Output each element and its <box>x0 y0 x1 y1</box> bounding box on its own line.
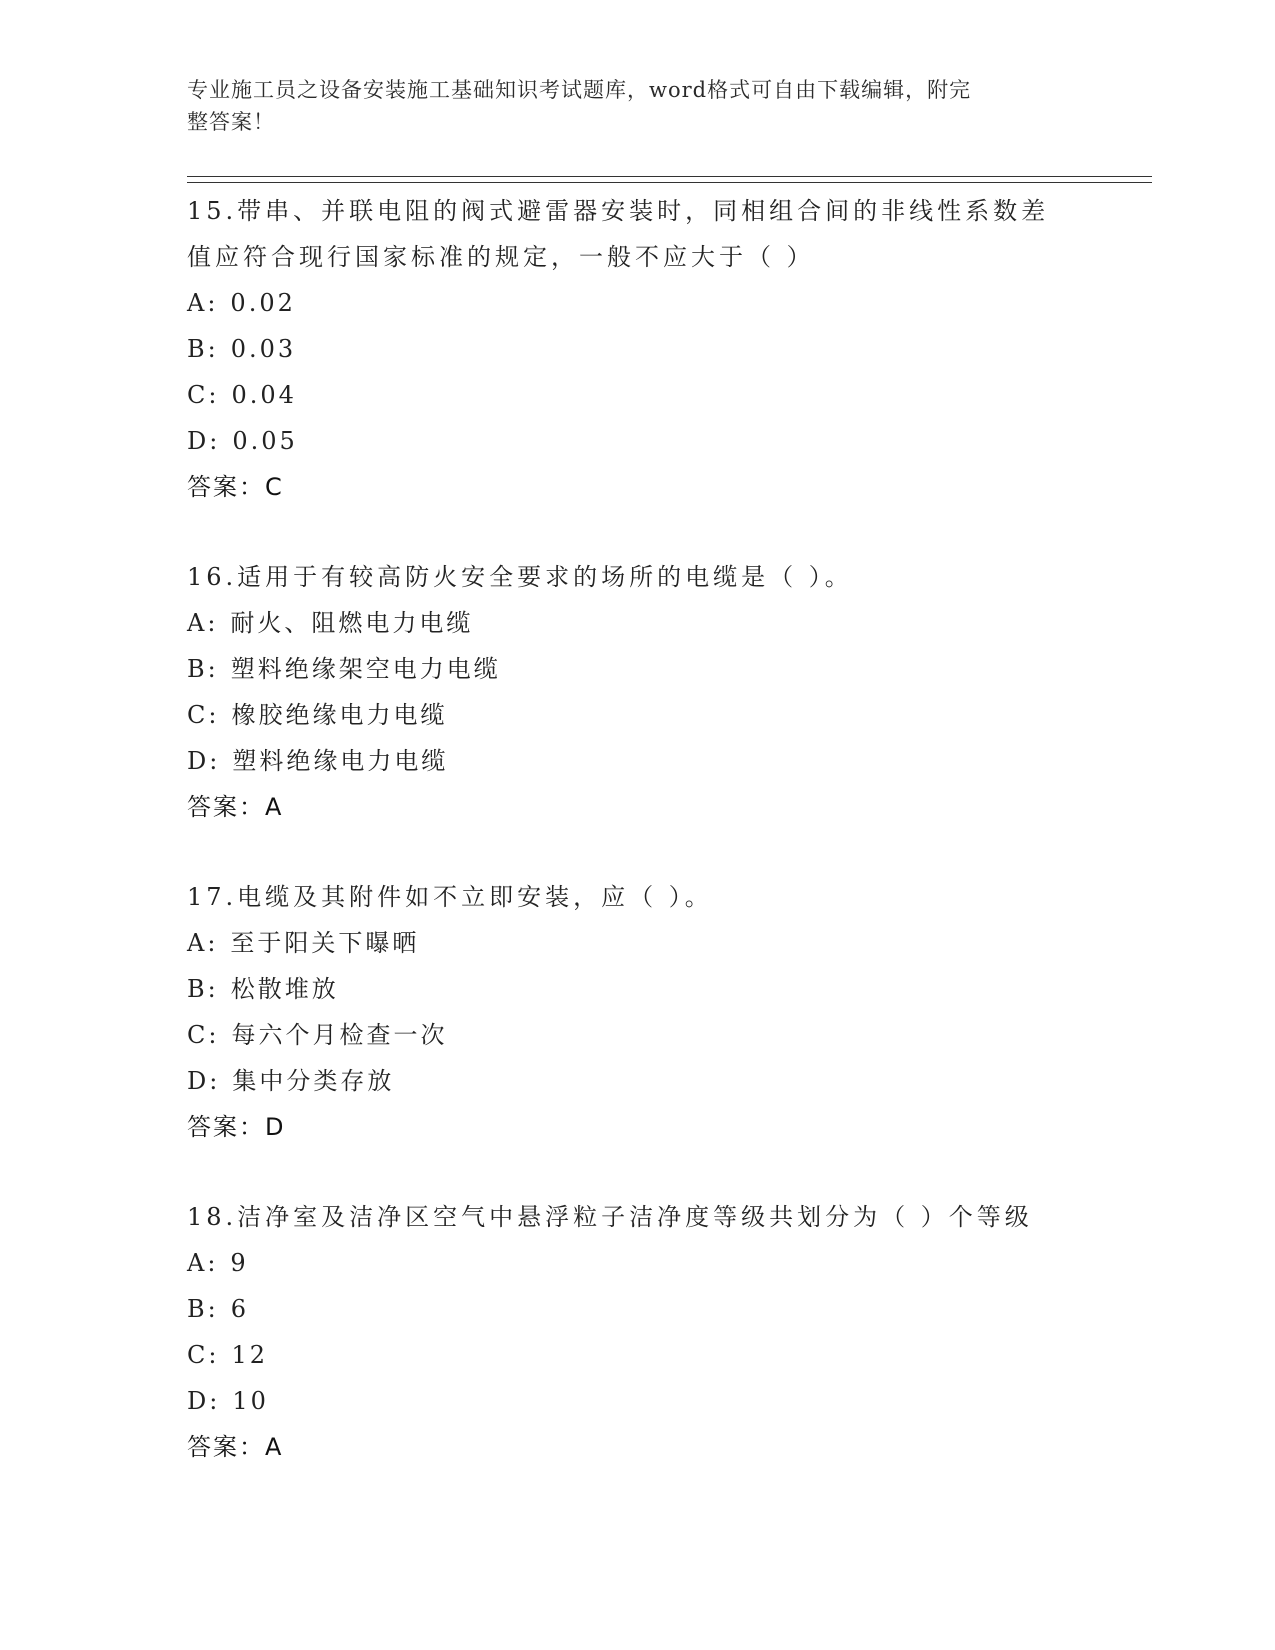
option-c <box>187 1012 1087 1058</box>
option-text: 9 <box>230 1249 249 1277</box>
question-16 <box>187 554 1087 830</box>
question-stem: 17.电缆及其附件如不立即安装，应（ ）。 <box>187 883 713 911</box>
option-text: 6 <box>230 1295 250 1323</box>
answer: 答案：C <box>187 473 284 501</box>
option-letter: B: <box>187 975 219 1003</box>
question-stem-line-2: 值应符合现行国家标准的规定，一般不应大于（ ） <box>187 243 815 271</box>
option-text: 塑料绝缘架空电力电缆 <box>230 655 501 683</box>
option-c <box>187 1332 1087 1378</box>
option-text: 0.04 <box>231 381 297 409</box>
option-text: 0.05 <box>232 427 298 455</box>
option-text: 橡胶绝缘电力电缆 <box>231 701 448 729</box>
option-b <box>187 326 1087 372</box>
option-text: 0.02 <box>230 289 296 317</box>
header-divider-bottom <box>187 182 1152 183</box>
option-text: 12 <box>231 1341 268 1369</box>
question-18 <box>187 1194 1087 1470</box>
option-letter: B: <box>187 335 219 363</box>
option-text: 0.03 <box>230 335 297 363</box>
option-text: 每六个月检查一次 <box>231 1021 448 1049</box>
option-c <box>187 692 1087 738</box>
option-text: 塑料绝缘电力电缆 <box>232 747 449 775</box>
option-text: 至于阳关下曝晒 <box>230 929 420 957</box>
option-text: 集中分类存放 <box>232 1067 395 1095</box>
question-stem: 16.适用于有较高防火安全要求的场所的电缆是（ ）。 <box>187 563 853 591</box>
option-d <box>187 1058 1087 1104</box>
option-letter: A: <box>187 1249 219 1277</box>
question-stem-line-1: 15.带串、并联电阻的阀式避雷器安装时，同相组合间的非线性系数差 <box>187 197 1050 225</box>
answer: 答案：A <box>187 793 284 821</box>
header-line-2: 整答案！ <box>187 110 275 134</box>
option-letter: B: <box>187 1295 219 1323</box>
option-text: 松散堆放 <box>230 975 339 1003</box>
question-stem: 18.洁净室及洁净区空气中悬浮粒子洁净度等级共划分为（ ）个等级 <box>187 1203 1033 1231</box>
option-letter: C: <box>187 701 220 729</box>
document-header <box>187 74 1067 138</box>
option-letter: D: <box>187 1067 221 1095</box>
option-letter: A: <box>187 289 219 317</box>
option-letter: B: <box>187 655 219 683</box>
option-letter: D: <box>187 1387 221 1415</box>
option-letter: C: <box>187 1021 220 1049</box>
option-letter: D: <box>187 747 221 775</box>
option-d <box>187 418 1087 464</box>
option-letter: D: <box>187 427 221 455</box>
option-a <box>187 280 1087 326</box>
option-letter: C: <box>187 1341 220 1369</box>
question-stem <box>187 188 1087 280</box>
option-b <box>187 966 1087 1012</box>
header-line-1: 专业施工员之设备安装施工基础知识考试题库，word格式可自由下载编辑，附完 <box>187 78 972 102</box>
option-d <box>187 1378 1087 1424</box>
option-a <box>187 1240 1087 1286</box>
option-c <box>187 372 1087 418</box>
option-letter: A: <box>187 929 219 957</box>
question-15 <box>187 188 1087 510</box>
option-letter: C: <box>187 381 220 409</box>
option-b <box>187 646 1087 692</box>
option-b <box>187 1286 1087 1332</box>
option-letter: A: <box>187 609 219 637</box>
option-text: 耐火、阻燃电力电缆 <box>230 609 474 637</box>
option-a <box>187 920 1087 966</box>
answer: 答案：D <box>187 1113 286 1141</box>
header-divider-top <box>187 176 1152 177</box>
option-d <box>187 738 1087 784</box>
option-text: 10 <box>232 1387 269 1415</box>
option-a <box>187 600 1087 646</box>
question-17 <box>187 874 1087 1150</box>
answer: 答案：A <box>187 1433 284 1461</box>
